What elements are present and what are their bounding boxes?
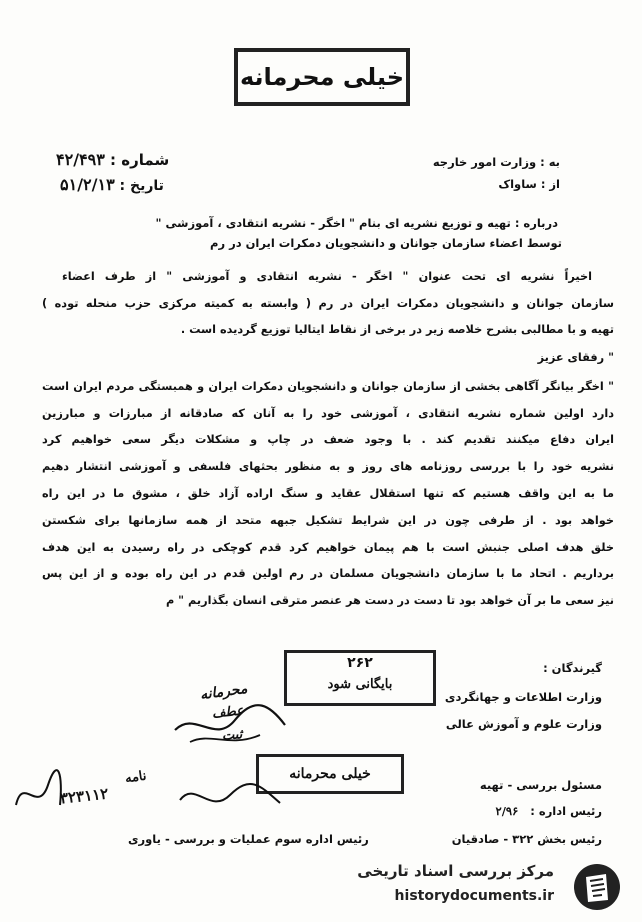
archive-title: مرکز بررسی اسناد تاریخی bbox=[357, 862, 554, 880]
date-value: ۵۱/۲/۱۳ bbox=[60, 175, 115, 194]
number-label: شماره : bbox=[110, 151, 170, 169]
signature-scribble bbox=[170, 690, 290, 750]
top-classification-stamp: خیلی محرمانه bbox=[234, 48, 410, 106]
handwritten-note: عطف bbox=[211, 703, 245, 722]
recipient-line: به : وزارت امور خارجه bbox=[432, 155, 560, 169]
body-line: برداریم . اتحاد ما با سازمان دانشجویان مسلمان در رم اولین قدم در این راه بوده و از این پس bbox=[42, 567, 614, 580]
body-line: اخیراً نشریه ای تحت عنوان " اخگر - نشریه انتقادی و آموزشی " از طرف اعضاء bbox=[62, 270, 592, 283]
recipients-title: گیرندگان : bbox=[543, 661, 602, 675]
archive-stamp-number: ۲۶۲ bbox=[347, 655, 373, 671]
head-code: ۲/۹۶ bbox=[495, 804, 519, 818]
number-value: ۴۲/۴۹۳ bbox=[56, 150, 105, 169]
responsible-line: مسئول بررسی - تهیه bbox=[479, 778, 602, 792]
body-line: خلق هدف اصلی جنبش است با هم پیمان خواهیم کرد قدم کوچکی در راه رسیدن به این هدف bbox=[42, 541, 614, 554]
subject-line-1: درباره : تهیه و توزیع نشریه ای بنام " اخگر - نشریه انتقادی ، آموزشی " bbox=[155, 216, 558, 230]
side-note-number: ۳۲۳۱۱۲ bbox=[59, 784, 110, 808]
archive-watermark bbox=[0, 856, 642, 922]
sender-line: از : ساواک bbox=[498, 177, 560, 191]
number-line bbox=[56, 150, 169, 169]
handwritten-note: محرمانه bbox=[199, 680, 249, 704]
head-label: رئیس اداره : bbox=[530, 804, 602, 818]
body-line: سازمان جوانان و دانشجویان دمکرات ایران در رم ( وابسته به کمیته مرکزی حزب منحله توده ) bbox=[42, 297, 614, 310]
archive-stamp bbox=[284, 650, 436, 706]
body-line: خواهد بود . از طرفی چون در این شرایط تشکیل جبهه متحد از همه سازمانها برای شکستن bbox=[42, 514, 614, 527]
body-line: ایران دفاع میکنند تقدیم کند . با وجود ضعف در چاپ و مشکلات دیگر سعی خواهیم کرد bbox=[42, 433, 614, 446]
handwritten-note: ثبت bbox=[221, 727, 243, 744]
signature-scribble bbox=[175, 775, 285, 820]
date-line bbox=[60, 175, 164, 194]
body-line: ما به این واقف هستیم که تنها استقلال عقاید و سنگ اراده آزاد خلق ، مشوق ما در این راه bbox=[42, 487, 614, 500]
director-line: رئیس اداره سوم عملیات و بررسی - یاوری bbox=[128, 832, 369, 846]
archive-url: historydocuments.ir bbox=[394, 888, 554, 904]
body-line: تهیه و با مطالبی بشرح خلاصه زیر در برخی از نقاط ایتالیا توزیع گردیده است . bbox=[180, 323, 614, 336]
archive-logo-icon bbox=[572, 862, 622, 912]
body-line: " رفقای عزیز bbox=[537, 351, 614, 364]
margin-scribble bbox=[8, 765, 68, 820]
recipient-item: وزارت اطلاعات و جهانگردی bbox=[444, 690, 602, 704]
archive-stamp-text: بایگانی شود bbox=[327, 677, 393, 692]
head-line bbox=[496, 804, 602, 818]
recipient-item: وزارت علوم و آموزش عالی bbox=[445, 717, 602, 731]
lower-classification-stamp: خیلی محرمانه bbox=[256, 754, 404, 794]
section-head-line: رئیس بخش ۳۲۲ - صادقیان bbox=[451, 832, 602, 846]
body-line: " اخگر بیانگر آگاهی بخشی از سازمان جوانان و دانشجویان دمکرات ایران و همبستگی مردم ایران است bbox=[42, 380, 614, 393]
body-line: دارد اولین شماره نشریه انتقادی ، آموزشی خود را به آنان که صادقانه از مبارزات و مبارزین bbox=[42, 407, 614, 420]
date-label: تاریخ : bbox=[119, 178, 164, 194]
body-line: نشریه خود را با بررسی روزنامه های روز و به منظور بحثهای فلسفی و آموزشی انتشار دهیم bbox=[42, 460, 614, 473]
side-note-text: نامه bbox=[124, 768, 148, 787]
subject-line-2: توسط اعضاء سازمان جوانان و دانشجویان دمکرات ایران در رم bbox=[210, 236, 562, 250]
body-line: نیز سعی ما بر آن خواهد بود تا دست در دست هر عنصر مترقی انسان بگذاریم " م bbox=[165, 594, 614, 607]
